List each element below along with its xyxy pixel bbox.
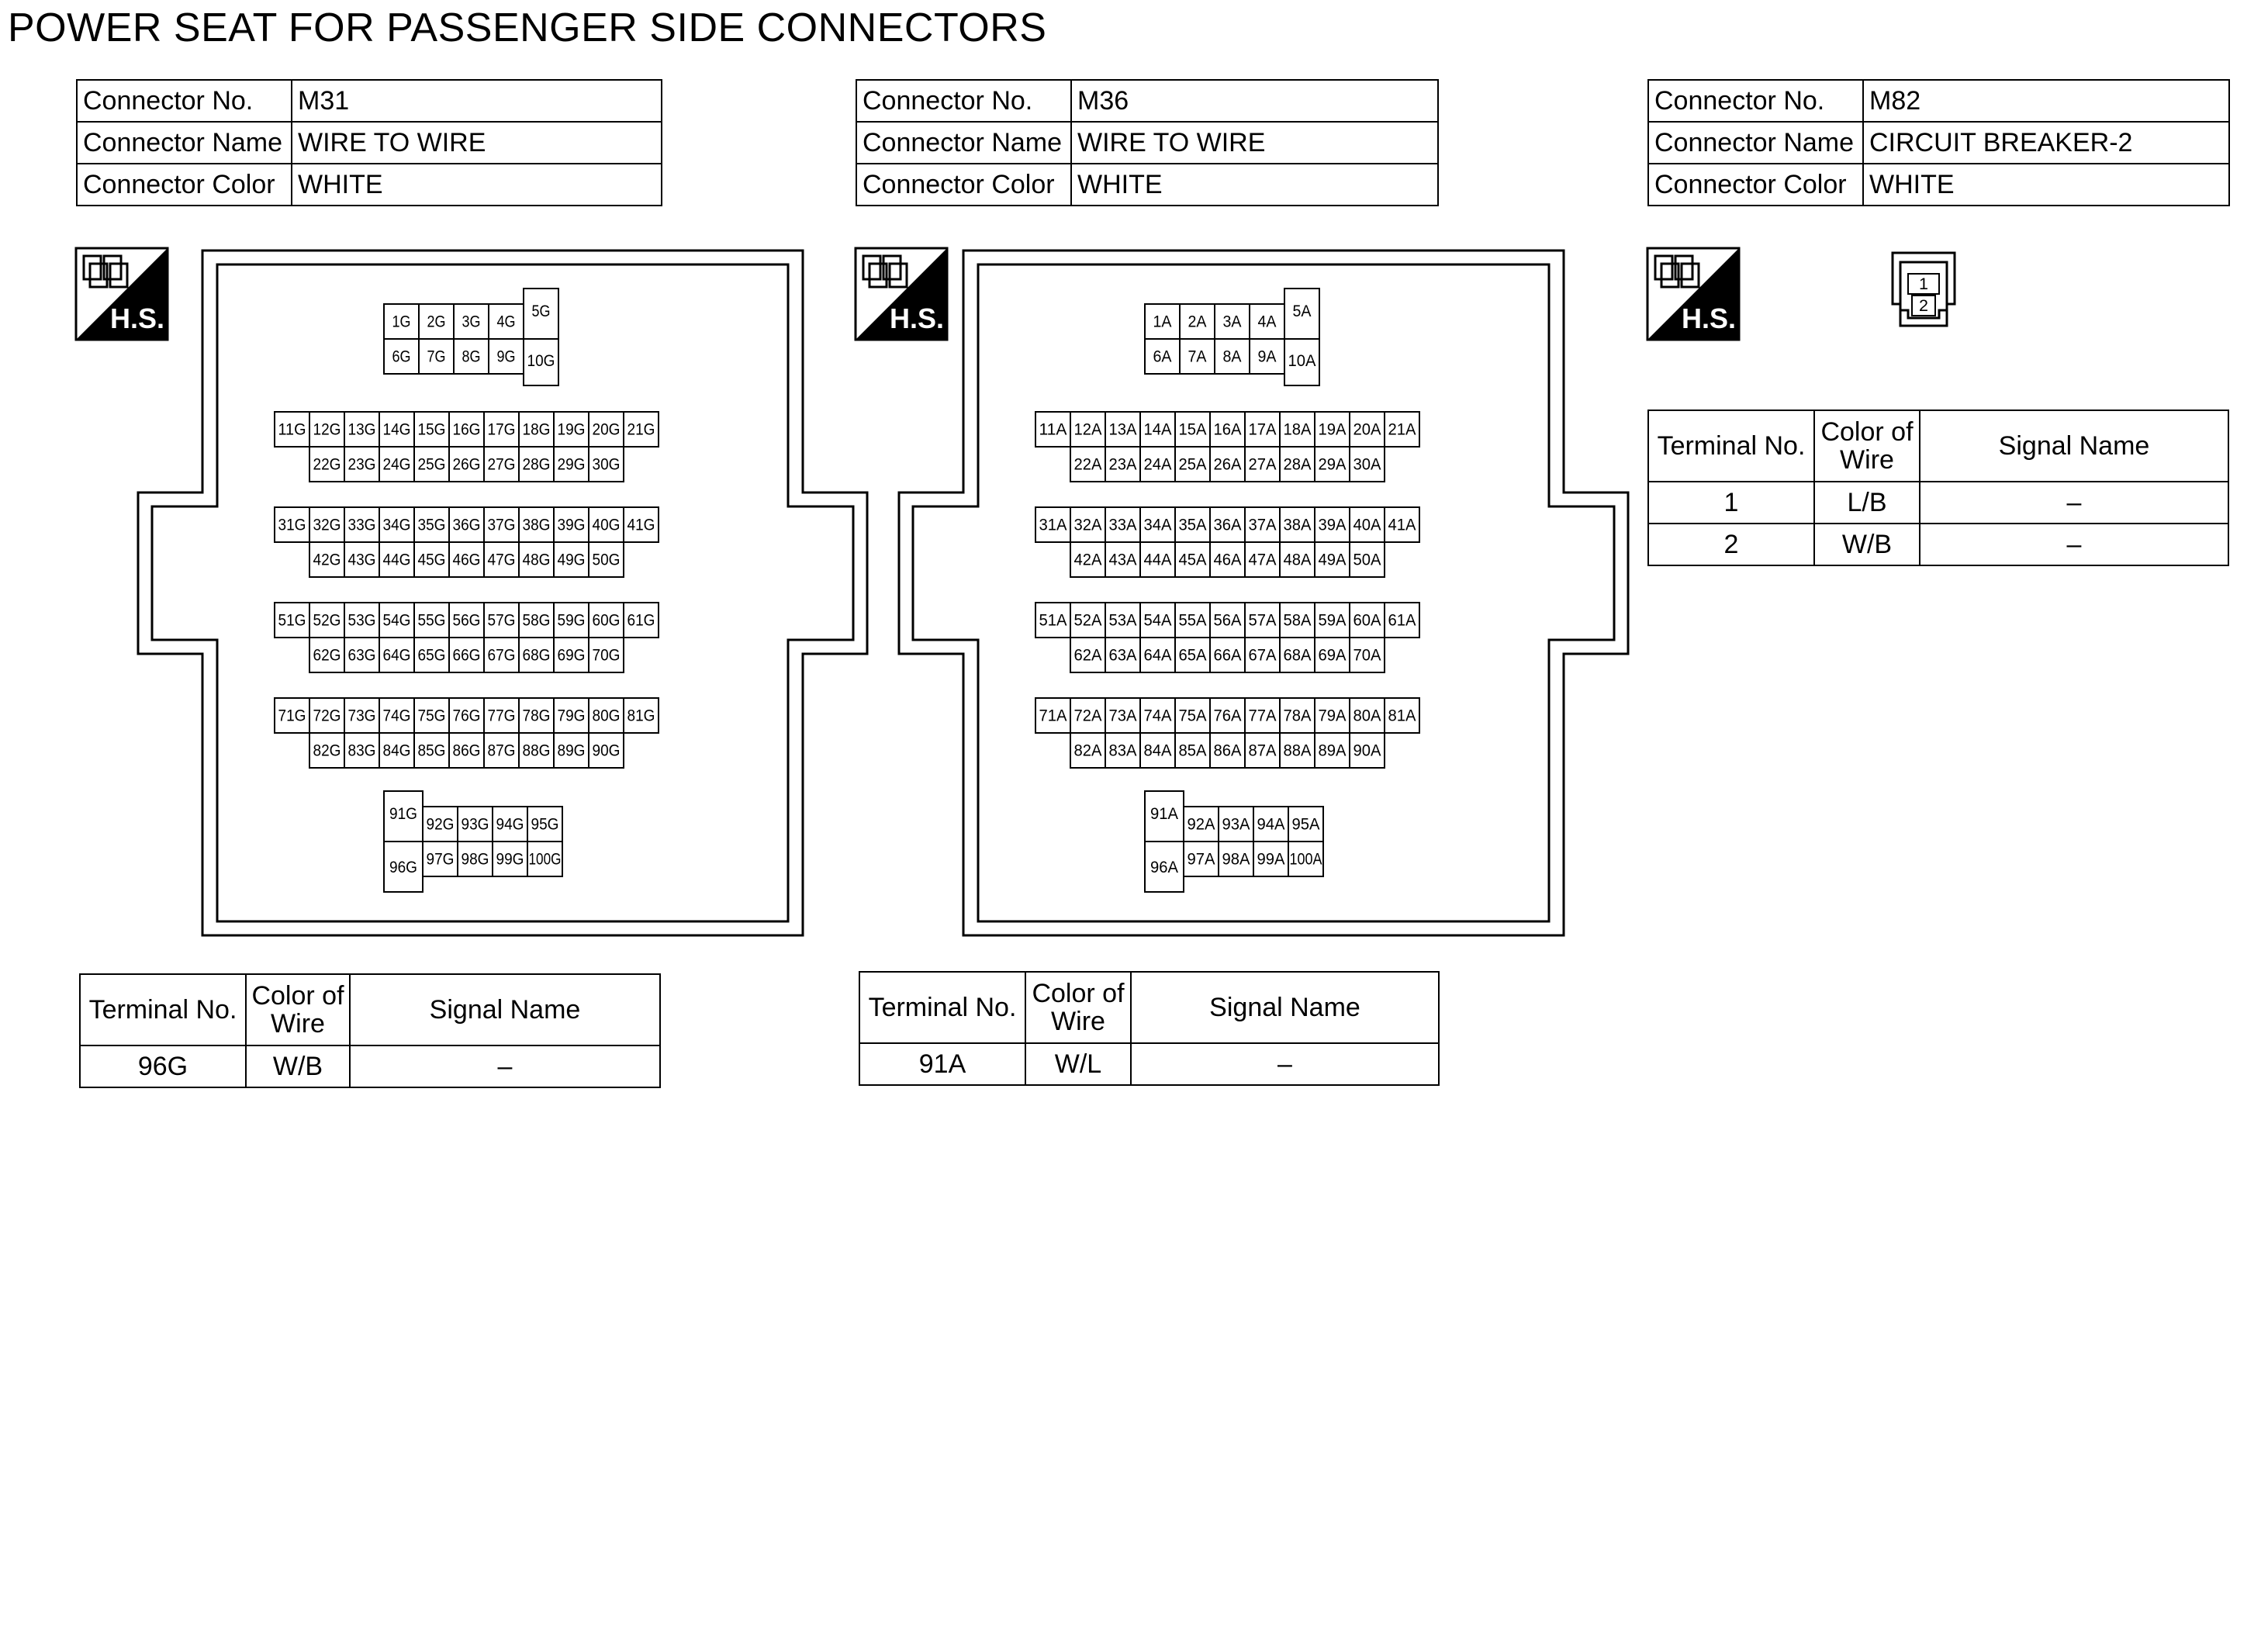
pin-label: 56A [1213, 611, 1242, 630]
pin-label: 100G [528, 850, 562, 869]
pin-label: 97A [1187, 850, 1215, 869]
pin-label: 39A [1318, 516, 1347, 534]
pin-label: 27G [487, 455, 516, 474]
pin-label: 80G [592, 707, 621, 725]
pin-label: 88A [1283, 741, 1312, 760]
pin-label: 93G [461, 815, 489, 834]
pin-label: 96G [389, 859, 417, 876]
pin-label: 7A [1188, 347, 1207, 366]
pin-label: 12G [313, 420, 341, 439]
pin-label: 24G [382, 455, 411, 474]
pin-label: 28A [1283, 455, 1312, 474]
table-row [859, 1043, 1439, 1085]
pin-label: 70A [1353, 646, 1381, 665]
pin-label: 3G [462, 313, 481, 331]
pin-label: 75A [1178, 707, 1207, 725]
pin-label: 74A [1143, 707, 1172, 725]
pin-label: 14G [382, 420, 411, 439]
pin-label: 94G [496, 815, 524, 834]
pin-label: 66A [1213, 646, 1242, 665]
pin-label: 71G [278, 707, 306, 725]
pin-label: 47G [487, 551, 516, 569]
pin-label: 56G [452, 611, 481, 630]
pin-label: 46A [1213, 551, 1242, 569]
connector-face-m31 [138, 251, 867, 935]
pin-label: 48A [1283, 551, 1312, 569]
pin-label: 5G [531, 302, 551, 320]
pin-label: 89G [557, 741, 586, 760]
pin-label: 2A [1188, 313, 1207, 331]
pin-label: 84G [382, 741, 411, 760]
label-connector-name: Connector Name [1648, 122, 1863, 164]
pin-label: 21G [627, 420, 655, 439]
pin-label: 25A [1178, 455, 1207, 474]
pin-label: 85A [1178, 741, 1207, 760]
pin-label: 95G [531, 815, 559, 834]
pin-label: 20G [592, 420, 621, 439]
pin-label: 82G [313, 741, 341, 760]
pin-label: 85G [417, 741, 446, 760]
pin-label: 30G [592, 455, 621, 474]
table-row [1648, 524, 2228, 565]
pin-label: 9G [496, 347, 516, 366]
connector-face-m36 [899, 251, 1628, 935]
pin-label: 39G [557, 516, 586, 534]
pin-label: 30A [1353, 455, 1381, 474]
pin-label: 81A [1388, 707, 1416, 725]
pin-label: 11G [278, 420, 306, 439]
pin-label: 69A [1318, 646, 1347, 665]
pin-label: 67A [1248, 646, 1277, 665]
pin-label: 100A [1289, 850, 1322, 869]
pin-label: 26A [1213, 455, 1242, 474]
pin-label: 31G [278, 516, 306, 534]
header-wire-color: Color of Wire [246, 974, 350, 1045]
pin-label: 37G [487, 516, 516, 534]
header-signal-name: Signal Name [1920, 410, 2228, 482]
label-connector-color: Connector Color [856, 164, 1071, 206]
pin-label: 2G [427, 313, 446, 331]
pin-label: 33G [347, 516, 376, 534]
pin-label: 35G [417, 516, 446, 534]
pin-label: 83A [1108, 741, 1137, 760]
signal-name-cell: – [1920, 482, 2228, 524]
pin-label: 40G [592, 516, 621, 534]
pin-label: 43A [1108, 551, 1137, 569]
pin-label: 16A [1213, 420, 1242, 439]
pin-label: 91A [1150, 805, 1178, 823]
signal-name-cell: – [1920, 524, 2228, 565]
pin-label: 31A [1039, 516, 1067, 534]
connector-color-value: WHITE [292, 164, 662, 206]
pin-label: 72G [313, 707, 341, 725]
pin-label: 76A [1213, 707, 1242, 725]
pin-label: 95A [1291, 815, 1320, 834]
terminal-no-cell: 2 [1648, 524, 1814, 565]
terminal-table-m82 [1647, 410, 2229, 566]
pin-label: 4G [496, 313, 516, 331]
pin-label: 65A [1178, 646, 1207, 665]
pin-label: 23A [1108, 455, 1137, 474]
pin-label: 35A [1178, 516, 1207, 534]
pin-label: 33A [1108, 516, 1137, 534]
pin-label: 41G [627, 516, 655, 534]
pin-label: 91G [389, 805, 417, 823]
pin-label: 67G [487, 646, 516, 665]
pin-label: 99G [496, 850, 524, 869]
pin-label: 18A [1283, 420, 1312, 439]
pin-label: 27A [1248, 455, 1277, 474]
pin-label: 40A [1353, 516, 1381, 534]
pin-label: 55A [1178, 611, 1207, 630]
pin-label: 92A [1187, 815, 1215, 834]
pin-label: 49A [1318, 551, 1347, 569]
pin-label: 73A [1108, 707, 1137, 725]
header-signal-name: Signal Name [350, 974, 660, 1045]
pin-label: 13A [1108, 420, 1137, 439]
pin-label: 84A [1143, 741, 1172, 760]
pin-label: 2 [1919, 297, 1928, 315]
wire-color-cell: L/B [1814, 482, 1920, 524]
pin-label: 77G [487, 707, 516, 725]
label-connector-color: Connector Color [77, 164, 292, 206]
connector-name-value: WIRE TO WIRE [292, 122, 662, 164]
pin-label: 19A [1318, 420, 1347, 439]
pin-label: 11A [1039, 420, 1067, 439]
pin-label: 96A [1150, 859, 1178, 876]
pin-label: 75G [417, 707, 446, 725]
pin-label: 70G [592, 646, 621, 665]
pin-label: 45G [417, 551, 446, 569]
wire-color-cell: W/B [1814, 524, 1920, 565]
pin-label: 42A [1073, 551, 1102, 569]
pin-label: 72A [1073, 707, 1102, 725]
pin-label: 44A [1143, 551, 1172, 569]
pin-label: 86A [1213, 741, 1242, 760]
pin-label: 44G [382, 551, 411, 569]
pin-label: 47A [1248, 551, 1277, 569]
pin-label: 1A [1153, 313, 1172, 331]
pin-label: 7G [427, 347, 446, 366]
connector-color-value: WHITE [1071, 164, 1438, 206]
pin-label: 61G [627, 611, 655, 630]
pin-label: 12A [1073, 420, 1102, 439]
pin-label: 59G [557, 611, 586, 630]
connector-no-value: M31 [292, 80, 662, 122]
pin-label: 19G [557, 420, 586, 439]
pin-label: 49G [557, 551, 586, 569]
pin-label: 6A [1153, 347, 1172, 366]
pin-label: 42G [313, 551, 341, 569]
hs-label: H.S. [890, 302, 945, 334]
pin-label: 90A [1353, 741, 1381, 760]
pin-label: 61A [1388, 611, 1416, 630]
signal-name-cell: – [1131, 1043, 1439, 1085]
pin-label: 32A [1073, 516, 1102, 534]
signal-name-cell: – [350, 1045, 660, 1087]
pin-label: 17A [1248, 420, 1277, 439]
pin-label: 28G [522, 455, 551, 474]
label-connector-no: Connector No. [856, 80, 1071, 122]
pin-label: 29A [1318, 455, 1347, 474]
page-title: POWER SEAT FOR PASSENGER SIDE CONNECTORS [8, 5, 1047, 50]
wire-color-cell: W/B [246, 1045, 350, 1087]
label-connector-color: Connector Color [1648, 164, 1863, 206]
pin-label: 36A [1213, 516, 1242, 534]
pin-label: 98A [1222, 850, 1250, 869]
pin-label: 98G [461, 850, 489, 869]
pin-label: 38G [522, 516, 551, 534]
pin-label: 51G [278, 611, 306, 630]
pin-label: 46G [452, 551, 481, 569]
label-connector-name: Connector Name [77, 122, 292, 164]
pin-label: 99A [1257, 850, 1285, 869]
pin-label: 21A [1388, 420, 1416, 439]
pin-label: 16G [452, 420, 481, 439]
label-connector-no: Connector No. [1648, 80, 1863, 122]
pin-label: 25G [417, 455, 446, 474]
pin-label: 3A [1222, 313, 1242, 331]
pin-label: 87G [487, 741, 516, 760]
pin-label: 43G [347, 551, 376, 569]
pin-label: 82A [1073, 741, 1102, 760]
terminal-no-cell: 91A [859, 1043, 1025, 1085]
header-wire-color: Color of Wire [1025, 972, 1131, 1043]
pin-label: 62A [1073, 646, 1102, 665]
pin-label: 79A [1318, 707, 1347, 725]
pin-label: 8G [462, 347, 481, 366]
label-connector-name: Connector Name [856, 122, 1071, 164]
pin-label: 6G [392, 347, 411, 366]
pin-label: 57A [1248, 611, 1277, 630]
pin-label: 22G [313, 455, 341, 474]
pin-label: 57G [487, 611, 516, 630]
connector-name-value: CIRCUIT BREAKER-2 [1863, 122, 2229, 164]
terminal-no-cell: 1 [1648, 482, 1814, 524]
pin-label: 32G [313, 516, 341, 534]
pin-label: 64A [1143, 646, 1172, 665]
pin-label: 59A [1318, 611, 1347, 630]
pin-label: 54A [1143, 611, 1172, 630]
pin-label: 4A [1257, 313, 1277, 331]
pin-label: 37A [1248, 516, 1277, 534]
pin-label: 36G [452, 516, 481, 534]
connector-color-value: WHITE [1863, 164, 2229, 206]
connector-no-value: M36 [1071, 80, 1438, 122]
pin-label: 74G [382, 707, 411, 725]
pin-label: 50A [1353, 551, 1381, 569]
pin-label: 26G [452, 455, 481, 474]
pin-label: 65G [417, 646, 446, 665]
pin-label: 41A [1388, 516, 1416, 534]
pin-label: 63G [347, 646, 376, 665]
pin-label: 80A [1353, 707, 1381, 725]
header-wire-color: Color of Wire [1814, 410, 1920, 482]
pin-label: 22A [1073, 455, 1102, 474]
pin-label: 34G [382, 516, 411, 534]
pin-label: 53A [1108, 611, 1137, 630]
header-terminal-no: Terminal No. [80, 974, 246, 1045]
pin-label: 78G [522, 707, 551, 725]
pin-label: 1G [392, 313, 411, 331]
pin-label: 81G [627, 707, 655, 725]
pin-label: 29G [557, 455, 586, 474]
pin-label: 62G [313, 646, 341, 665]
pin-label: 60G [592, 611, 621, 630]
harness-side-icon [1647, 248, 1739, 340]
harness-side-icon [856, 248, 947, 340]
pin-label: 1 [1919, 275, 1928, 293]
pin-label: 68G [522, 646, 551, 665]
pin-label: 69G [557, 646, 586, 665]
connector-name-value: WIRE TO WIRE [1071, 122, 1438, 164]
pin-label: 68A [1283, 646, 1312, 665]
pin-label: 77A [1248, 707, 1277, 725]
pin-label: 38A [1283, 516, 1312, 534]
pin-label: 60A [1353, 611, 1381, 630]
pin-label: 63A [1108, 646, 1137, 665]
pin-label: 10A [1288, 352, 1316, 370]
pin-label: 87A [1248, 741, 1277, 760]
pin-label: 58A [1283, 611, 1312, 630]
pin-label: 71A [1039, 707, 1067, 725]
pin-label: 89A [1318, 741, 1347, 760]
harness-side-icon [76, 248, 168, 340]
header-terminal-no: Terminal No. [859, 972, 1025, 1043]
header-terminal-no: Terminal No. [1648, 410, 1814, 482]
pin-label: 50G [592, 551, 621, 569]
pin-label: 90G [592, 741, 621, 760]
pin-label: 66G [452, 646, 481, 665]
pin-label: 73G [347, 707, 376, 725]
pin-label: 92G [426, 815, 455, 834]
hs-label: H.S. [110, 302, 165, 334]
pin-label: 24A [1143, 455, 1172, 474]
wire-color-cell: W/L [1025, 1043, 1131, 1085]
pin-label: 78A [1283, 707, 1312, 725]
pin-label: 83G [347, 741, 376, 760]
pin-label: 55G [417, 611, 446, 630]
pin-label: 45A [1178, 551, 1207, 569]
header-signal-name: Signal Name [1131, 972, 1439, 1043]
pin-label: 15G [417, 420, 446, 439]
pin-label: 94A [1257, 815, 1285, 834]
pin-label: 97G [426, 850, 455, 869]
pin-label: 18G [522, 420, 551, 439]
pin-label: 15A [1178, 420, 1207, 439]
pin-label: 86G [452, 741, 481, 760]
pin-label: 20A [1353, 420, 1381, 439]
pin-label: 5A [1292, 302, 1312, 320]
table-row [80, 1045, 660, 1087]
pin-label: 51A [1039, 611, 1067, 630]
pin-label: 93A [1222, 815, 1250, 834]
hs-label: H.S. [1682, 302, 1737, 334]
terminal-no-cell: 96G [80, 1045, 246, 1087]
connector-no-value: M82 [1863, 80, 2229, 122]
pin-label: 17G [487, 420, 516, 439]
pin-label: 14A [1143, 420, 1172, 439]
table-row [1648, 482, 2228, 524]
terminal-table-m31 [79, 973, 661, 1088]
terminal-table-m36 [859, 971, 1440, 1086]
pin-label: 79G [557, 707, 586, 725]
pin-label: 52A [1073, 611, 1102, 630]
pin-label: 64G [382, 646, 411, 665]
pin-label: 54G [382, 611, 411, 630]
pin-label: 76G [452, 707, 481, 725]
pin-label: 34A [1143, 516, 1172, 534]
pin-label: 9A [1257, 347, 1277, 366]
pin-label: 53G [347, 611, 376, 630]
pin-label: 88G [522, 741, 551, 760]
connector-face-m82 [1893, 253, 1955, 326]
label-connector-no: Connector No. [77, 80, 292, 122]
pin-label: 23G [347, 455, 376, 474]
pin-label: 13G [347, 420, 376, 439]
pin-label: 8A [1222, 347, 1242, 366]
pin-label: 58G [522, 611, 551, 630]
pin-label: 10G [527, 352, 555, 370]
pin-label: 52G [313, 611, 341, 630]
pin-label: 48G [522, 551, 551, 569]
